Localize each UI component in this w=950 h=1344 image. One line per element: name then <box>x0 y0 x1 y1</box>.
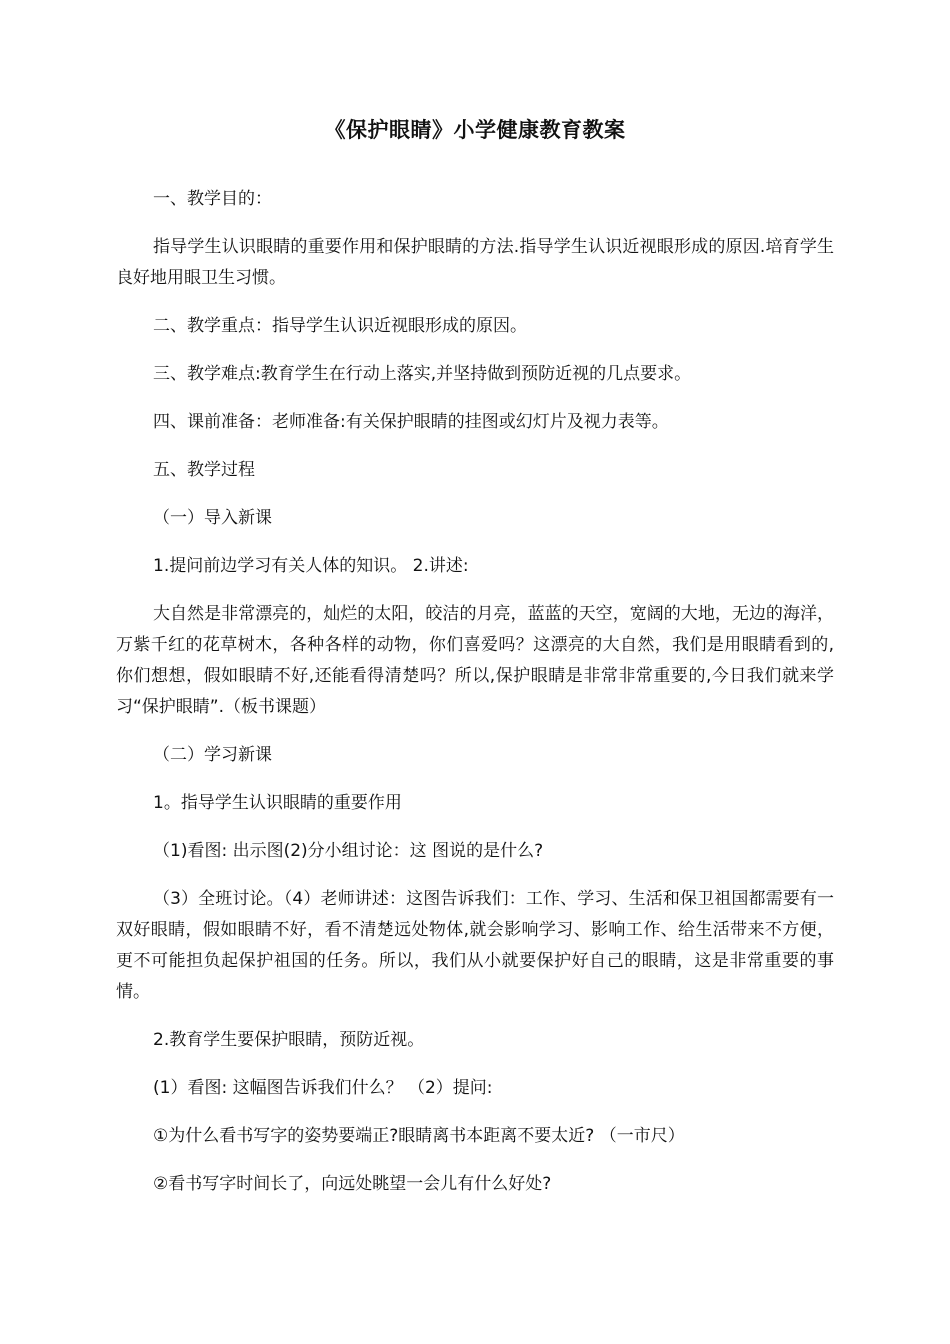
paragraph-nature-story: 大自然是非常漂亮的，灿烂的太阳，皎洁的月亮，蓝蓝的天空，宽阔的大地，无边的海洋，万紫千红的花草树木，各种各样的动物，你们喜爱吗？这漂亮的大自然，我们是用眼睛看到的,你们想想，假如眼睛不好,还能看得清楚吗？所以,保护眼睛是非常非常重要的,今日我们就来学习“保护眼睛”.（板书课题） <box>116 604 834 717</box>
subsection-heading-intro: （一）导入新课 <box>153 508 272 528</box>
subsection-heading-new-lesson: （二）学习新课 <box>153 745 272 765</box>
section-heading-key-points: 二、教学重点：指导学生认识近视眼形成的原因。 <box>153 316 527 336</box>
section-heading-difficulties: 三、教学难点:教育学生在行动上落实,并坚持做到预防近视的几点要求。 <box>153 364 692 384</box>
document-title: 《保护眼睛》小学健康教育教案 <box>324 118 626 142</box>
paragraph-protect-eyes: 2.教育学生要保护眼睛，预防近视。 <box>153 1030 425 1050</box>
document-body <box>116 184 834 1217</box>
paragraph-picture-question: (1）看图: 这幅图告诉我们什么？ （2）提问: <box>153 1078 493 1098</box>
paragraph-picture-discussion: （1)看图: 出示图(2)分小组讨论：这 图说的是什么? <box>153 841 544 861</box>
section-heading-process: 五、教学过程 <box>153 460 255 480</box>
paragraph-objectives: 指导学生认识眼睛的重要作用和保护眼睛的方法.指导学生认识近视眼形成的原因.培育学生良好地用眼卫生习惯。 <box>116 237 834 288</box>
paragraph-question-posture: ①为什么看书写字的姿势要端正?眼睛离书本距离不要太近? （一市尺） <box>153 1126 685 1146</box>
paragraph-eye-importance: 1。指导学生认识眼睛的重要作用 <box>153 793 402 813</box>
paragraph-intro-steps: 1.提问前边学习有关人体的知识。 2.讲述: <box>153 556 469 576</box>
paragraph-question-distance: ②看书写字时间长了，向远处眺望一会儿有什么好处? <box>153 1174 552 1194</box>
section-heading-preparation: 四、课前准备：老师准备:有关保护眼睛的挂图或幻灯片及视力表等。 <box>153 412 669 432</box>
section-heading-objectives: 一、教学目的： <box>153 189 272 209</box>
paragraph-teacher-explanation: （3）全班讨论。（4）老师讲述：这图告诉我们：工作、学习、生活和保卫祖国都需要有一双好眼睛，假如眼睛不好，看不清楚远处物体,就会影响学习、影响工作、给生活带来不方便，更不可能担负起保护祖国的任务。所以，我们从小就要保护好自己的眼睛，这是非常重要的事情。 <box>116 889 834 1002</box>
